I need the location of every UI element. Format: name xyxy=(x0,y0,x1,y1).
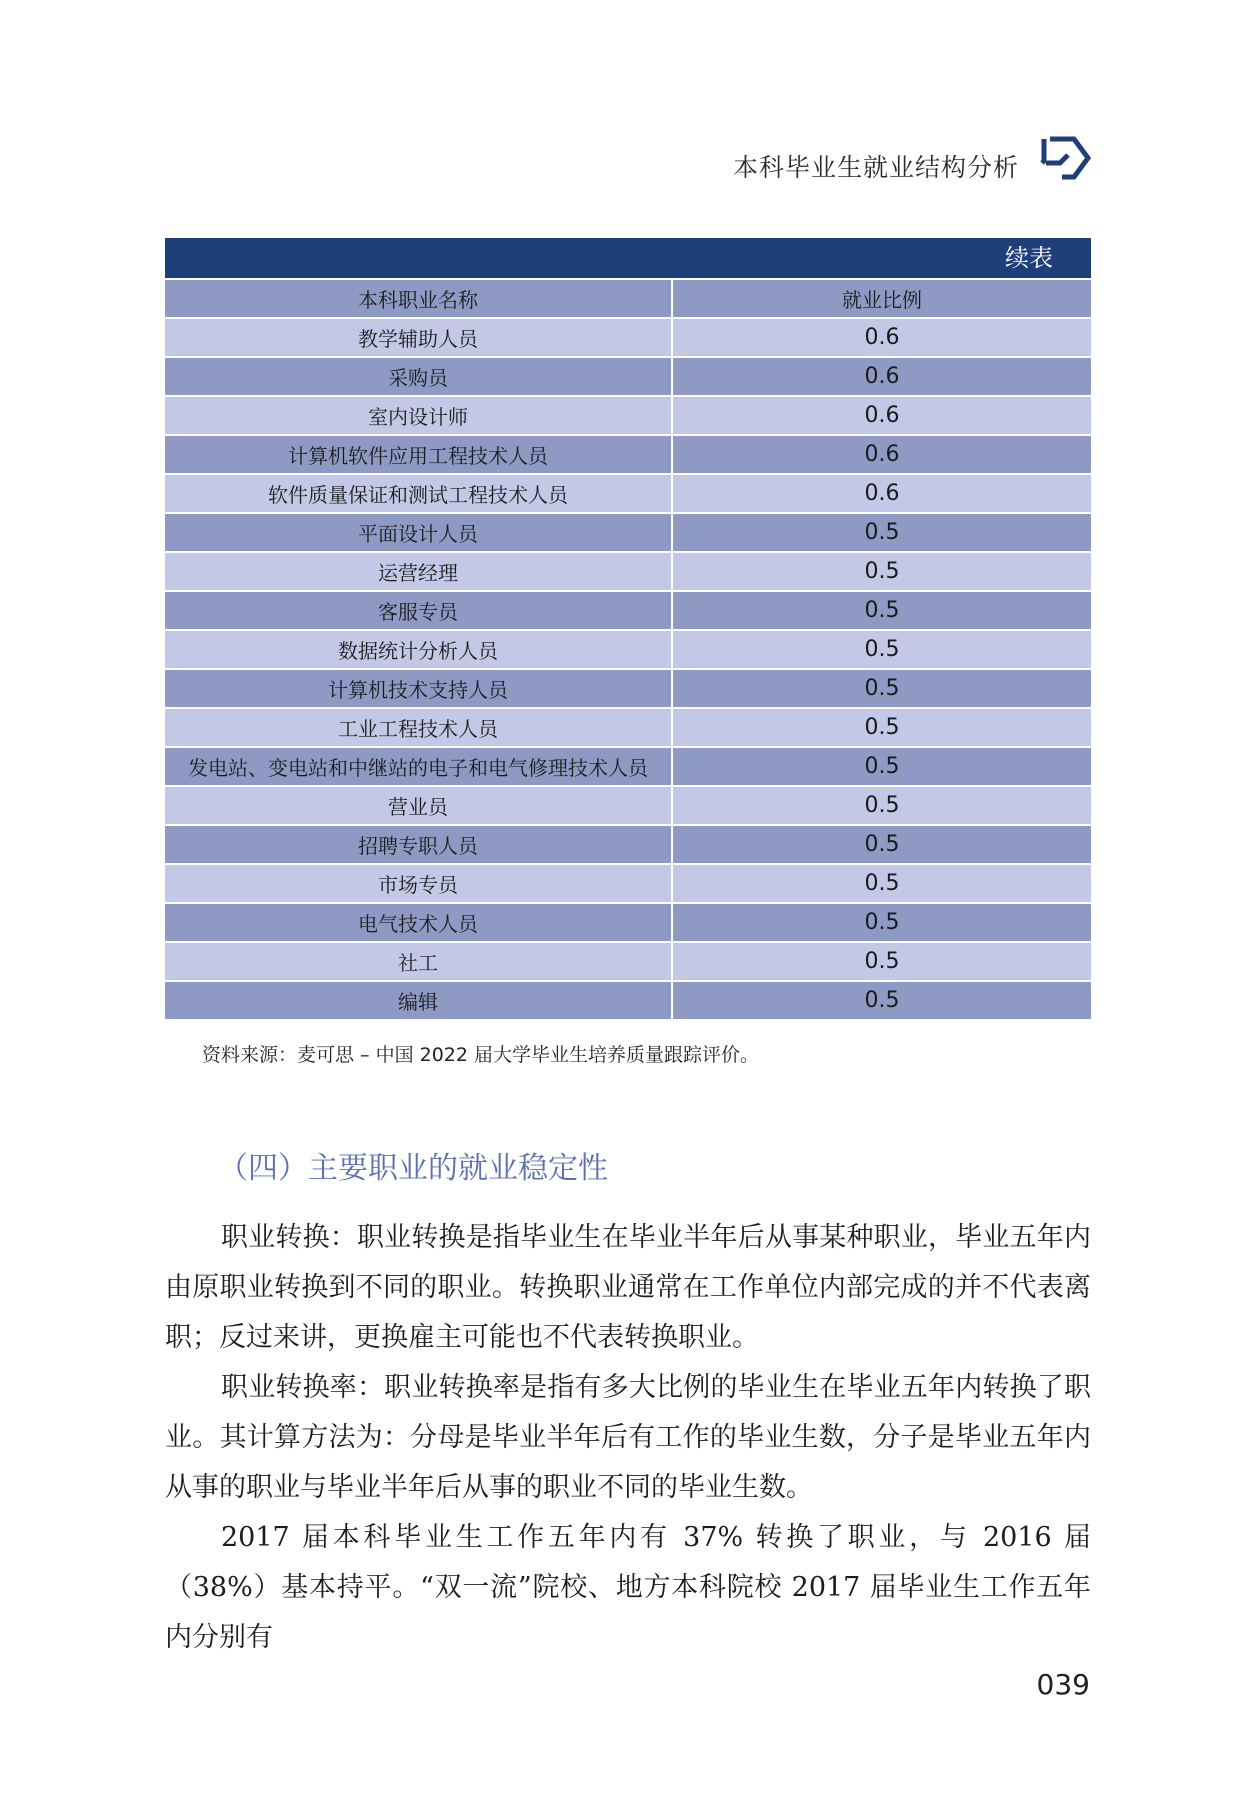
chapter-logo-icon xyxy=(1040,133,1094,183)
occupation-name-cell: 计算机技术支持人员 xyxy=(165,669,672,708)
employment-ratio-cell: 0.5 xyxy=(672,981,1091,1020)
employment-ratio-cell: 0.5 xyxy=(672,825,1091,864)
table-row xyxy=(165,708,1091,747)
table-row xyxy=(165,981,1091,1020)
employment-ratio-cell: 0.6 xyxy=(672,396,1091,435)
employment-ratio-cell: 0.5 xyxy=(672,708,1091,747)
occupation-name-cell: 营业员 xyxy=(165,786,672,825)
employment-ratio-cell: 0.5 xyxy=(672,513,1091,552)
employment-ratio-cell: 0.6 xyxy=(672,474,1091,513)
table-row xyxy=(165,669,1091,708)
table-row xyxy=(165,396,1091,435)
occupation-name-cell: 发电站、变电站和中继站的电子和电气修理技术人员 xyxy=(165,747,672,786)
paragraph-2017-cohort: 2017 届本科毕业生工作五年内有 37% 转换了职业，与 2016 届（38%）基本持平。“双一流”院校、地方本科院校 2017 届毕业生工作五年内分别有 xyxy=(165,1522,1091,1653)
employment-ratio-cell: 0.6 xyxy=(672,318,1091,357)
table-source-note: 资料来源：麦可思 – 中国 2022 届大学毕业生培养质量跟踪评价。 xyxy=(202,1044,760,1066)
employment-ratio-cell: 0.5 xyxy=(672,630,1091,669)
occupation-name-cell: 数据统计分析人员 xyxy=(165,630,672,669)
employment-ratio-cell: 0.5 xyxy=(672,552,1091,591)
occupation-name-cell: 编辑 xyxy=(165,981,672,1020)
occupation-name-cell: 客服专员 xyxy=(165,591,672,630)
paragraph-career-change-rate: 职业转换率：职业转换率是指有多大比例的毕业生在毕业五年内转换了职业。其计算方法为：分母是毕业半年后有工作的毕业生数，分子是毕业五年内从事的职业与毕业半年后从事的职业不同的毕业生数。 xyxy=(165,1372,1091,1503)
table-row xyxy=(165,318,1091,357)
table-row xyxy=(165,825,1091,864)
section-heading: （四）主要职业的就业稳定性 xyxy=(218,1151,608,1186)
occupation-name-cell: 采购员 xyxy=(165,357,672,396)
employment-ratio-cell: 0.6 xyxy=(672,435,1091,474)
employment-ratio-cell: 0.5 xyxy=(672,864,1091,903)
occupation-name-cell: 教学辅助人员 xyxy=(165,318,672,357)
occupation-table xyxy=(165,238,1091,1021)
table-row xyxy=(165,474,1091,513)
table-row xyxy=(165,747,1091,786)
occupation-name-cell: 市场专员 xyxy=(165,864,672,903)
occupation-name-cell: 工业工程技术人员 xyxy=(165,708,672,747)
page-number: 039 xyxy=(1036,1668,1090,1701)
occupation-name-cell: 软件质量保证和测试工程技术人员 xyxy=(165,474,672,513)
occupation-name-cell: 社工 xyxy=(165,942,672,981)
table-row xyxy=(165,630,1091,669)
occupation-name-cell: 电气技术人员 xyxy=(165,903,672,942)
occupation-name-cell: 室内设计师 xyxy=(165,396,672,435)
table-row xyxy=(165,864,1091,903)
occupation-name-cell: 平面设计人员 xyxy=(165,513,672,552)
table-row xyxy=(165,903,1091,942)
table-row xyxy=(165,357,1091,396)
table-row xyxy=(165,435,1091,474)
table-row xyxy=(165,513,1091,552)
table-header-row xyxy=(165,280,1091,318)
employment-ratio-cell: 0.6 xyxy=(672,357,1091,396)
column-header-ratio: 就业比例 xyxy=(672,280,1091,318)
running-head: 本科毕业生就业结构分析 xyxy=(732,153,1019,182)
occupation-name-cell: 计算机软件应用工程技术人员 xyxy=(165,435,672,474)
table-row xyxy=(165,591,1091,630)
table-row xyxy=(165,942,1091,981)
paragraph-career-change-definition: 职业转换：职业转换是指毕业生在毕业半年后从事某种职业，毕业五年内由原职业转换到不同的职业。转换职业通常在工作单位内部完成的并不代表离职；反过来讲，更换雇主可能也不代表转换职业。 xyxy=(165,1222,1091,1353)
data-table xyxy=(165,280,1091,1021)
employment-ratio-cell: 0.5 xyxy=(672,786,1091,825)
table-row xyxy=(165,552,1091,591)
occupation-name-cell: 运营经理 xyxy=(165,552,672,591)
employment-ratio-cell: 0.5 xyxy=(672,942,1091,981)
column-header-occupation: 本科职业名称 xyxy=(165,280,672,318)
occupation-name-cell: 招聘专职人员 xyxy=(165,825,672,864)
table-row xyxy=(165,786,1091,825)
table-continued-banner: 续表 xyxy=(165,238,1091,280)
employment-ratio-cell: 0.5 xyxy=(672,591,1091,630)
employment-ratio-cell: 0.5 xyxy=(672,903,1091,942)
employment-ratio-cell: 0.5 xyxy=(672,669,1091,708)
employment-ratio-cell: 0.5 xyxy=(672,747,1091,786)
